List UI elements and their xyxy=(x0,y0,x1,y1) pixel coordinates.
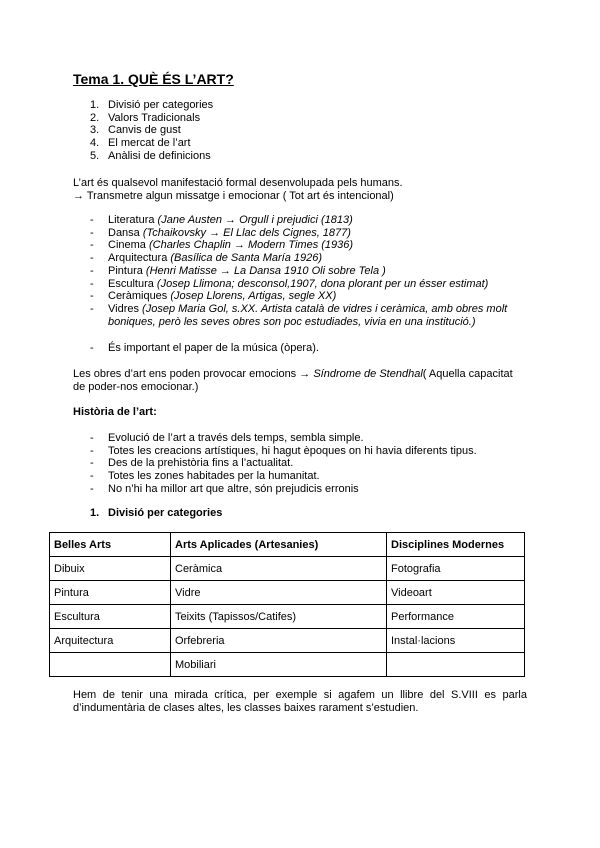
list-item: - És important el paper de la música (òpera). xyxy=(90,342,319,354)
table-cell xyxy=(50,653,171,677)
toc-item: 4. El mercat de l’art xyxy=(90,137,191,150)
table-cell: Vidre xyxy=(171,581,387,605)
table-cell: Escultura xyxy=(50,605,171,629)
table-cell: Arquitectura xyxy=(50,629,171,653)
list-item: - Cinema (Charles Chaplin → Modern Times (1936) xyxy=(90,239,354,252)
intro-line-1: L’art és qualsevol manifestació formal desenvolupada pels humans. xyxy=(73,177,403,189)
page-title: Tema 1. QUÈ ÉS L’ART? xyxy=(73,71,234,87)
table-cell: Pintura xyxy=(50,581,171,605)
table-of-contents xyxy=(90,99,213,162)
column-header: Disciplines Modernes xyxy=(387,533,525,557)
toc-item: 5. Anàlisi de definicions xyxy=(90,149,211,162)
table-cell: Instal·lacions xyxy=(387,629,525,653)
list-item: - Ceràmiques (Josep Llorens, Artigas, segle XX) xyxy=(90,290,337,303)
list-item: - Pintura (Henri Matisse → La Dansa 1910 Oli sobre Tela ) xyxy=(90,264,386,277)
column-header: Belles Arts xyxy=(50,533,171,557)
table-row xyxy=(50,629,525,653)
table-cell: Dibuix xyxy=(50,557,171,581)
list-item: - Arquitectura (Basílica de Santa María 1926) xyxy=(90,252,323,265)
list-item: - Escultura (Josep Llimona; desconsol,1907, dona plorant per un ésser estimat) xyxy=(90,277,489,290)
table-row xyxy=(50,605,525,629)
column-header: Arts Aplicades (Artesanies) xyxy=(171,533,387,557)
categories-table xyxy=(49,532,525,677)
music-note xyxy=(90,342,319,355)
toc-item: 2. Valors Tradicionals xyxy=(90,111,201,124)
intro-line-2: → Transmetre algun missatge i emocionar ( Tot art és intencional) xyxy=(73,190,394,202)
closing-paragraph: Hem de tenir una mirada crítica, per exemple si agafem un llibre del S.VIII es parla d’indumentària de clases altes, les classes baixes rarament s’estudien. xyxy=(73,689,527,714)
table-cell: Ceràmica xyxy=(171,557,387,581)
toc-item: 1. Divisió per categories xyxy=(90,99,214,111)
stendhal-paragraph: Les obres d’art ens poden provocar emocions → Síndrome de Stendhal( Aquella capacitat de poder-nos emocionar.) xyxy=(73,368,513,393)
historia-list xyxy=(90,432,477,496)
table-cell: Teixits (Tapissos/Catifes) xyxy=(171,605,387,629)
list-item: - No n’hi ha millor art que altre, són prejudicis erronis xyxy=(90,482,359,495)
list-item: - Des de la prehistòria fins a l’actualitat. xyxy=(90,457,294,470)
table-cell xyxy=(387,653,525,677)
table-row xyxy=(50,653,525,677)
list-item: - Totes les creacions artístiques, hi hagut èpoques on hi havia diferents tipus. xyxy=(90,444,477,457)
table-cell: Mobiliari xyxy=(171,653,387,677)
list-item-vidres: - Vidres (Josep Maria Gol, s.XX. Artista català de vidres i ceràmica, amb obres molt boniques, però les seves obres son poc estudiades, vivia en una institució.) xyxy=(90,302,508,328)
table-cell: Performance xyxy=(387,605,525,629)
historia-heading: Història de l’art: xyxy=(73,406,157,418)
table-row xyxy=(50,557,525,581)
table-cell: Fotografia xyxy=(387,557,525,581)
list-item: - Evolució de l’art a través dels temps, sembla simple. xyxy=(90,432,364,444)
list-item: - Totes les zones habitades per la humanitat. xyxy=(90,470,320,483)
table-cell: Videoart xyxy=(387,581,525,605)
section-heading: 1. Divisió per categories xyxy=(90,507,223,519)
arts-list xyxy=(90,214,507,328)
toc-item: 3. Canvis de gust xyxy=(90,124,181,137)
intro-paragraph xyxy=(73,177,403,203)
table-header-row xyxy=(50,533,525,557)
table-row xyxy=(50,581,525,605)
table-cell: Orfebreria xyxy=(171,629,387,653)
list-item: - Dansa (Tchaikovsky → El Llac dels Cignes, 1877) xyxy=(90,226,351,239)
list-item: - Literatura (Jane Austen → Orgull i prejudici (1813) xyxy=(90,214,353,226)
